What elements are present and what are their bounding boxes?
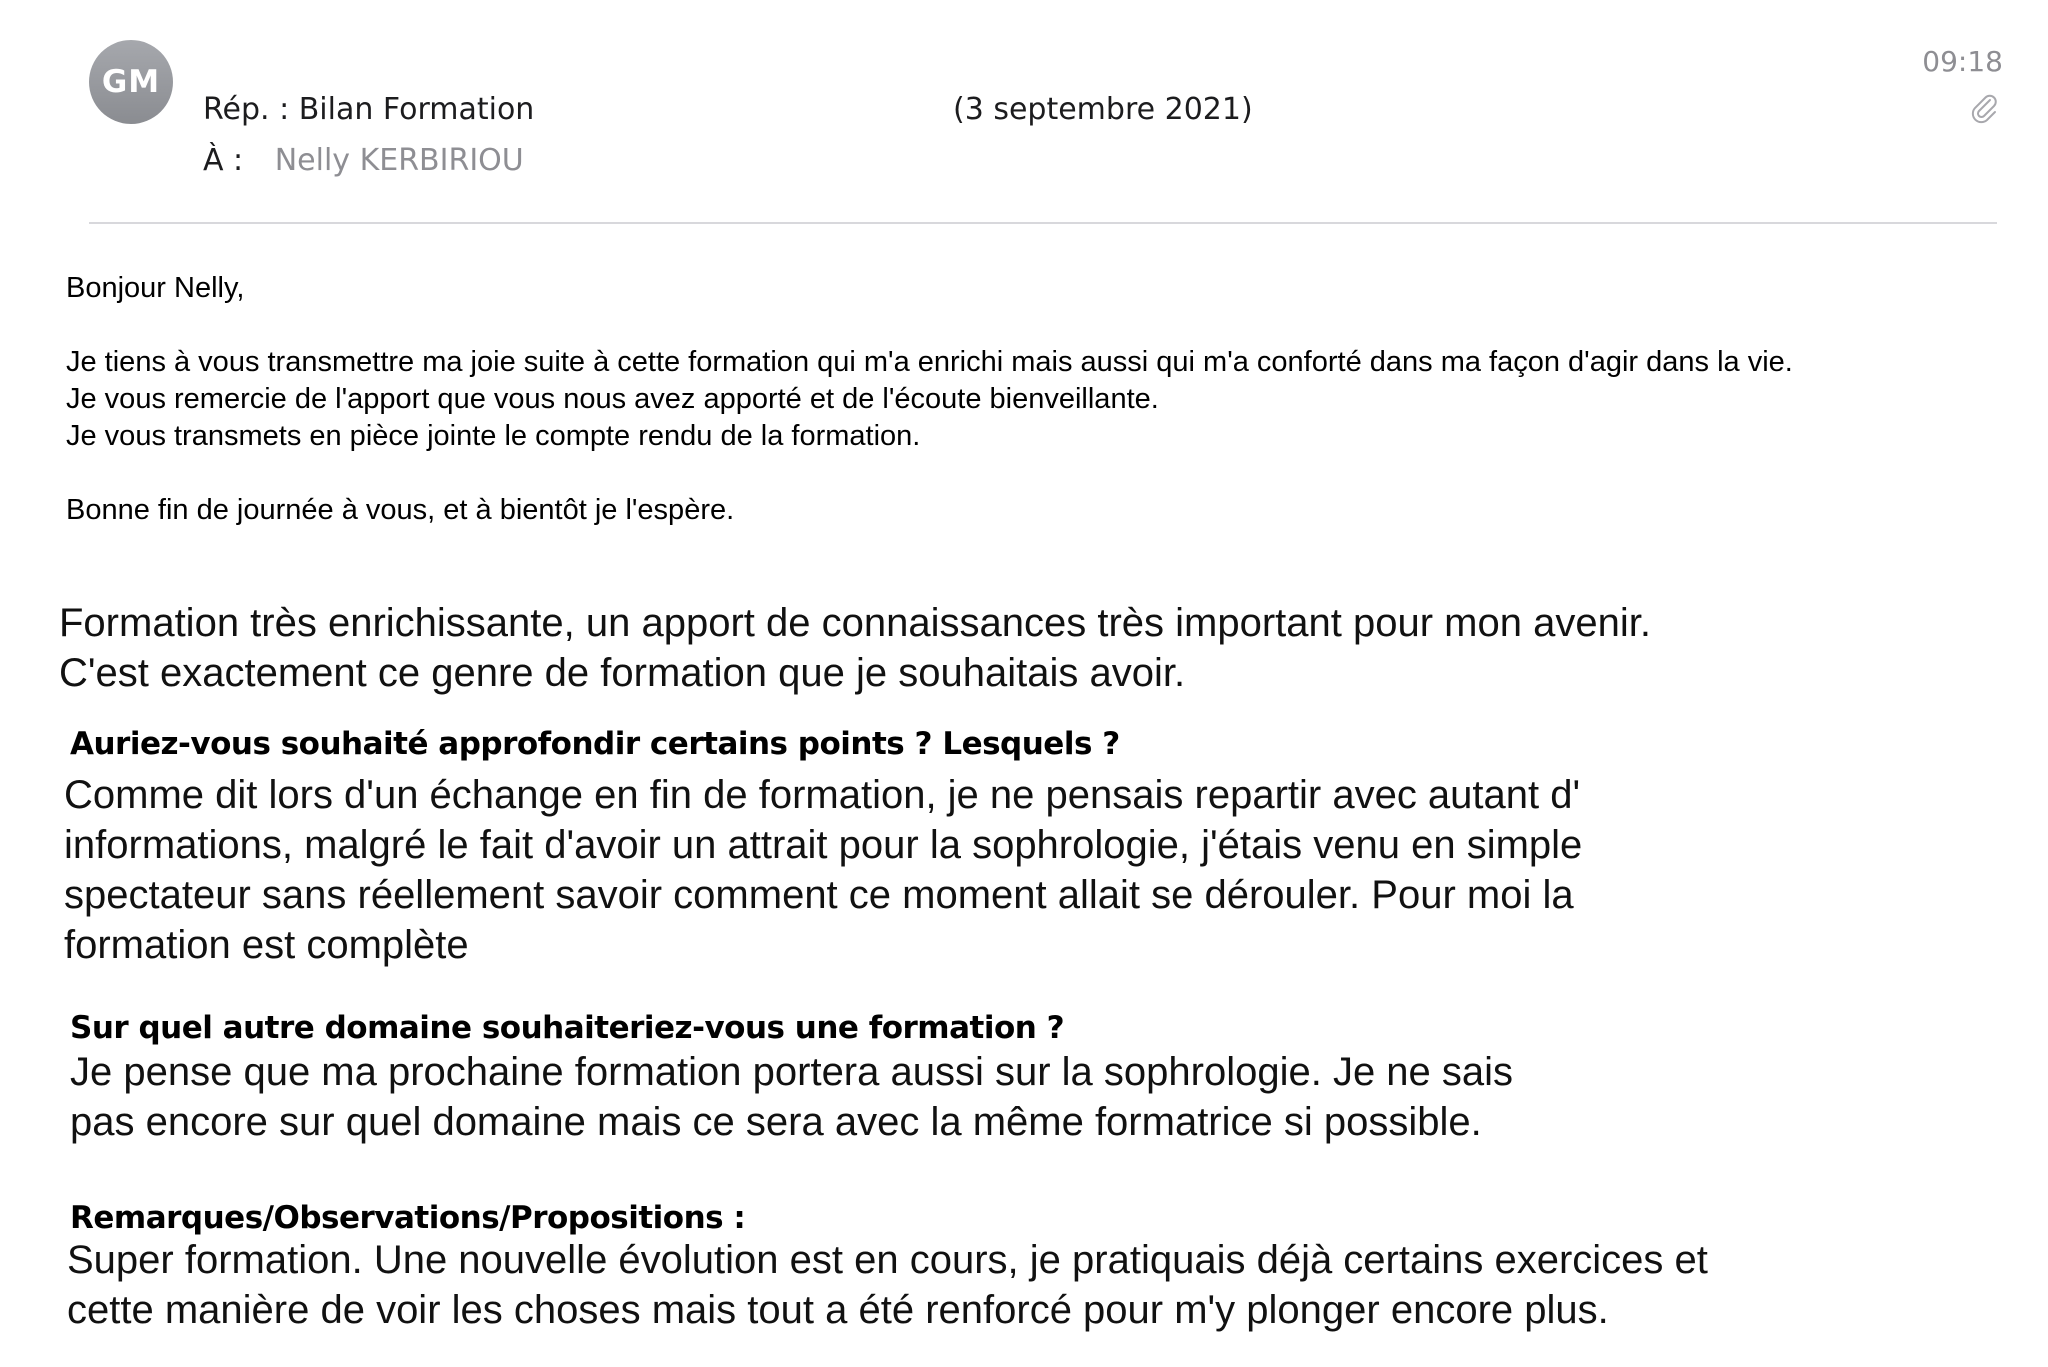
recipient-label: À : [203,143,244,178]
paperclip-icon[interactable] [1970,92,1998,124]
report-line: cette manière de voir les choses mais tout a été renforcé pour m'y plonger encore plus. [67,1288,1609,1332]
email-greeting: Bonjour Nelly, [66,272,245,304]
email-date-note: (3 septembre 2021) [953,92,1253,127]
recipient-name[interactable]: Nelly KERBIRIOU [274,143,524,178]
email-time: 09:18 [1922,45,2003,78]
report-line: Super formation. Une nouvelle évolution est en cours, je pratiquais déjà certains exercices et [67,1238,1708,1282]
report-line: spectateur sans réellement savoir comment ce moment allait se dérouler. Pour moi la [64,873,1574,917]
email-line: Je vous remercie de l'apport que vous nous avez apporté et de l'écoute bienveillante. [66,383,1159,415]
question-2: Sur quel autre domaine souhaiteriez-vous une formation ? [70,1010,1065,1046]
question-1: Auriez-vous souhaité approfondir certains points ? Lesquels ? [70,726,1120,762]
email-line: Je tiens à vous transmettre ma joie suite à cette formation qui m'a enrichi mais aussi qui m'a conforté dans ma façon d'agir dans la vie. [66,346,1793,378]
report-line: formation est complète [64,923,469,967]
answer-1 [64,770,1582,970]
sender-avatar[interactable]: GM [89,40,173,124]
recipient-row [203,143,524,178]
email-body [66,270,2006,529]
answer-3 [67,1235,1708,1335]
email-header [0,0,2048,230]
header-divider [89,222,1997,224]
report-intro [59,598,1651,698]
email-subject: Rép. : Bilan Formation [203,92,535,127]
question-3: Remarques/Observations/Propositions : [70,1200,746,1236]
answer-2 [70,1047,1513,1147]
report-line: informations, malgré le fait d'avoir un attrait pour la sophrologie, j'étais venu en simple [64,823,1583,867]
report-line: C'est exactement ce genre de formation que je souhaitais avoir. [59,651,1186,695]
email-line: Je vous transmets en pièce jointe le compte rendu de la formation. [66,420,921,452]
report-line: Je pense que ma prochaine formation portera aussi sur la sophrologie. Je ne sais [70,1050,1514,1094]
report-line: Comme dit lors d'un échange en fin de formation, je ne pensais repartir avec autant d' [64,773,1581,817]
report-line: Formation très enrichissante, un apport de connaissances très important pour mon avenir. [59,601,1651,645]
email-closing: Bonne fin de journée à vous, et à bientôt je l'espère. [66,494,735,526]
report-line: pas encore sur quel domaine mais ce sera avec la même formatrice si possible. [70,1100,1482,1144]
